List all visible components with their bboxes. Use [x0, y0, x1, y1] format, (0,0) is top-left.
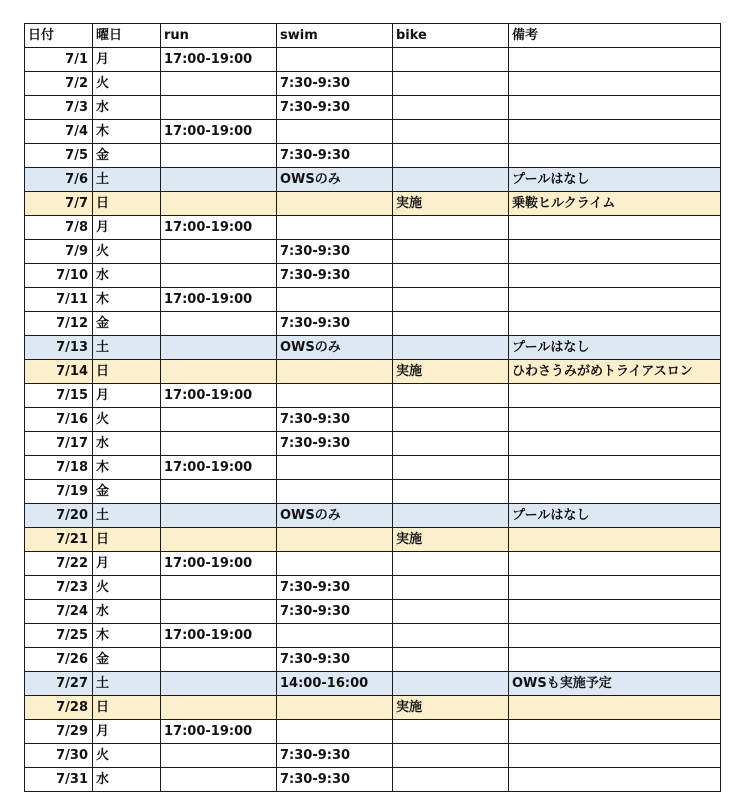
- cell-date[interactable]: 7/31: [25, 768, 93, 792]
- cell-note[interactable]: [509, 480, 721, 504]
- cell-run[interactable]: [161, 360, 277, 384]
- cell-note[interactable]: [509, 384, 721, 408]
- cell-run[interactable]: [161, 144, 277, 168]
- header-row: [25, 24, 721, 48]
- cell-swim[interactable]: [277, 528, 393, 552]
- cell-note[interactable]: [509, 288, 721, 312]
- cell-day[interactable]: 土: [93, 504, 161, 528]
- table-row: [25, 504, 721, 528]
- cell-swim[interactable]: [277, 384, 393, 408]
- cell-note[interactable]: プールはなし: [509, 504, 721, 528]
- cell-note[interactable]: プールはなし: [509, 168, 721, 192]
- cell-swim[interactable]: 7:30-9:30: [277, 576, 393, 600]
- cell-bike[interactable]: [393, 456, 509, 480]
- cell-date[interactable]: 7/14: [25, 360, 93, 384]
- cell-date[interactable]: 7/18: [25, 456, 93, 480]
- table-row: [25, 144, 721, 168]
- table-row: [25, 720, 721, 744]
- table-row: [25, 600, 721, 624]
- table-row: [25, 552, 721, 576]
- cell-swim[interactable]: 7:30-9:30: [277, 600, 393, 624]
- table-row: [25, 360, 721, 384]
- cell-bike[interactable]: [393, 624, 509, 648]
- cell-date[interactable]: 7/21: [25, 528, 93, 552]
- cell-bike[interactable]: [393, 720, 509, 744]
- cell-swim[interactable]: 7:30-9:30: [277, 768, 393, 792]
- cell-run[interactable]: [161, 744, 277, 768]
- cell-swim[interactable]: 7:30-9:30: [277, 648, 393, 672]
- cell-date[interactable]: 7/4: [25, 120, 93, 144]
- cell-date[interactable]: 7/29: [25, 720, 93, 744]
- table-row: [25, 168, 721, 192]
- cell-note[interactable]: [509, 720, 721, 744]
- cell-run[interactable]: [161, 240, 277, 264]
- cell-note[interactable]: [509, 576, 721, 600]
- cell-run[interactable]: 17:00-19:00: [161, 120, 277, 144]
- cell-date[interactable]: 7/9: [25, 240, 93, 264]
- cell-swim[interactable]: 7:30-9:30: [277, 312, 393, 336]
- cell-day[interactable]: 土: [93, 336, 161, 360]
- cell-swim[interactable]: 14:00-16:00: [277, 672, 393, 696]
- cell-date[interactable]: 7/20: [25, 504, 93, 528]
- cell-day[interactable]: 金: [93, 648, 161, 672]
- cell-note[interactable]: [509, 264, 721, 288]
- cell-run[interactable]: 17:00-19:00: [161, 384, 277, 408]
- cell-note[interactable]: [509, 48, 721, 72]
- table-row: [25, 48, 721, 72]
- cell-run[interactable]: [161, 504, 277, 528]
- cell-bike[interactable]: [393, 408, 509, 432]
- cell-note[interactable]: [509, 216, 721, 240]
- cell-bike[interactable]: [393, 480, 509, 504]
- cell-run[interactable]: [161, 168, 277, 192]
- table-row: [25, 408, 721, 432]
- cell-day[interactable]: 火: [93, 240, 161, 264]
- header-date[interactable]: 日付: [25, 24, 93, 48]
- cell-date[interactable]: 7/22: [25, 552, 93, 576]
- cell-swim[interactable]: OWSのみ: [277, 336, 393, 360]
- cell-swim[interactable]: OWSのみ: [277, 168, 393, 192]
- cell-bike[interactable]: [393, 240, 509, 264]
- cell-date[interactable]: 7/28: [25, 696, 93, 720]
- cell-run[interactable]: 17:00-19:00: [161, 552, 277, 576]
- table-row: [25, 648, 721, 672]
- table-row: [25, 672, 721, 696]
- cell-day[interactable]: 金: [93, 480, 161, 504]
- cell-note[interactable]: [509, 72, 721, 96]
- cell-run[interactable]: [161, 264, 277, 288]
- cell-note[interactable]: [509, 240, 721, 264]
- cell-date[interactable]: 7/1: [25, 48, 93, 72]
- table-row: [25, 696, 721, 720]
- cell-date[interactable]: 7/24: [25, 600, 93, 624]
- cell-run[interactable]: [161, 432, 277, 456]
- cell-note[interactable]: [509, 768, 721, 792]
- cell-day[interactable]: 金: [93, 144, 161, 168]
- cell-bike[interactable]: [393, 144, 509, 168]
- cell-date[interactable]: 7/2: [25, 72, 93, 96]
- cell-date[interactable]: 7/8: [25, 216, 93, 240]
- cell-swim[interactable]: [277, 552, 393, 576]
- cell-swim[interactable]: [277, 456, 393, 480]
- cell-note[interactable]: [509, 552, 721, 576]
- cell-date[interactable]: 7/3: [25, 96, 93, 120]
- cell-bike[interactable]: [393, 384, 509, 408]
- cell-day[interactable]: 木: [93, 288, 161, 312]
- cell-note[interactable]: [509, 96, 721, 120]
- cell-day[interactable]: 火: [93, 72, 161, 96]
- cell-swim[interactable]: [277, 120, 393, 144]
- cell-note[interactable]: OWSも実施予定: [509, 672, 721, 696]
- table-row: [25, 312, 721, 336]
- cell-note[interactable]: [509, 648, 721, 672]
- table-row: [25, 264, 721, 288]
- cell-swim[interactable]: 7:30-9:30: [277, 264, 393, 288]
- cell-day[interactable]: 月: [93, 384, 161, 408]
- table-row: [25, 192, 721, 216]
- cell-date[interactable]: 7/26: [25, 648, 93, 672]
- table-row: [25, 744, 721, 768]
- cell-swim[interactable]: 7:30-9:30: [277, 744, 393, 768]
- cell-run[interactable]: [161, 336, 277, 360]
- cell-run[interactable]: [161, 696, 277, 720]
- cell-swim[interactable]: [277, 48, 393, 72]
- cell-day[interactable]: 月: [93, 216, 161, 240]
- cell-day[interactable]: 水: [93, 600, 161, 624]
- cell-bike[interactable]: [393, 120, 509, 144]
- cell-bike[interactable]: [393, 552, 509, 576]
- cell-swim[interactable]: [277, 288, 393, 312]
- cell-run[interactable]: 17:00-19:00: [161, 216, 277, 240]
- cell-bike[interactable]: [393, 744, 509, 768]
- cell-note[interactable]: [509, 744, 721, 768]
- cell-date[interactable]: 7/27: [25, 672, 93, 696]
- schedule-table: [24, 23, 721, 792]
- cell-run[interactable]: 17:00-19:00: [161, 456, 277, 480]
- cell-note[interactable]: [509, 432, 721, 456]
- cell-bike[interactable]: 実施: [393, 528, 509, 552]
- cell-run[interactable]: [161, 576, 277, 600]
- cell-note[interactable]: 乗鞍ヒルクライム: [509, 192, 721, 216]
- cell-bike[interactable]: [393, 336, 509, 360]
- cell-note[interactable]: ひわさうみがめトライアスロン: [509, 360, 721, 384]
- cell-run[interactable]: [161, 96, 277, 120]
- cell-run[interactable]: [161, 600, 277, 624]
- table-row: [25, 72, 721, 96]
- cell-swim[interactable]: 7:30-9:30: [277, 72, 393, 96]
- cell-date[interactable]: 7/23: [25, 576, 93, 600]
- cell-bike[interactable]: [393, 168, 509, 192]
- cell-note[interactable]: [509, 696, 721, 720]
- cell-swim[interactable]: 7:30-9:30: [277, 96, 393, 120]
- cell-note[interactable]: [509, 600, 721, 624]
- cell-day[interactable]: 金: [93, 312, 161, 336]
- table-row: [25, 288, 721, 312]
- cell-bike[interactable]: [393, 768, 509, 792]
- cell-swim[interactable]: OWSのみ: [277, 504, 393, 528]
- cell-date[interactable]: 7/17: [25, 432, 93, 456]
- cell-bike[interactable]: [393, 648, 509, 672]
- cell-bike[interactable]: [393, 288, 509, 312]
- cell-day[interactable]: 水: [93, 264, 161, 288]
- cell-date[interactable]: 7/6: [25, 168, 93, 192]
- cell-run[interactable]: [161, 672, 277, 696]
- cell-bike[interactable]: [393, 48, 509, 72]
- cell-bike[interactable]: [393, 504, 509, 528]
- cell-date[interactable]: 7/10: [25, 264, 93, 288]
- cell-day[interactable]: 日: [93, 696, 161, 720]
- cell-note[interactable]: [509, 408, 721, 432]
- cell-day[interactable]: 日: [93, 528, 161, 552]
- cell-date[interactable]: 7/15: [25, 384, 93, 408]
- cell-day[interactable]: 水: [93, 768, 161, 792]
- cell-bike[interactable]: [393, 312, 509, 336]
- cell-date[interactable]: 7/30: [25, 744, 93, 768]
- cell-run[interactable]: 17:00-19:00: [161, 720, 277, 744]
- cell-bike[interactable]: [393, 96, 509, 120]
- cell-swim[interactable]: [277, 192, 393, 216]
- cell-bike[interactable]: 実施: [393, 360, 509, 384]
- table-row: [25, 336, 721, 360]
- table-row: [25, 120, 721, 144]
- table-row: [25, 528, 721, 552]
- cell-note[interactable]: [509, 312, 721, 336]
- cell-day[interactable]: 水: [93, 432, 161, 456]
- cell-day[interactable]: 火: [93, 576, 161, 600]
- cell-date[interactable]: 7/25: [25, 624, 93, 648]
- cell-run[interactable]: [161, 528, 277, 552]
- cell-swim[interactable]: [277, 480, 393, 504]
- table-row: [25, 624, 721, 648]
- table-row: [25, 96, 721, 120]
- table-row: [25, 456, 721, 480]
- cell-run[interactable]: [161, 72, 277, 96]
- header-bike[interactable]: bike: [393, 24, 509, 48]
- cell-day[interactable]: 日: [93, 360, 161, 384]
- cell-bike[interactable]: [393, 264, 509, 288]
- table-row: [25, 384, 721, 408]
- cell-note[interactable]: プールはなし: [509, 336, 721, 360]
- cell-date[interactable]: 7/13: [25, 336, 93, 360]
- cell-run[interactable]: [161, 312, 277, 336]
- cell-note[interactable]: [509, 120, 721, 144]
- cell-swim[interactable]: 7:30-9:30: [277, 240, 393, 264]
- cell-date[interactable]: 7/16: [25, 408, 93, 432]
- cell-bike[interactable]: [393, 576, 509, 600]
- cell-note[interactable]: [509, 624, 721, 648]
- cell-note[interactable]: [509, 528, 721, 552]
- cell-day[interactable]: 土: [93, 168, 161, 192]
- cell-run[interactable]: [161, 768, 277, 792]
- cell-run[interactable]: [161, 648, 277, 672]
- cell-date[interactable]: 7/12: [25, 312, 93, 336]
- cell-day[interactable]: 月: [93, 552, 161, 576]
- cell-date[interactable]: 7/11: [25, 288, 93, 312]
- cell-swim[interactable]: [277, 360, 393, 384]
- header-run[interactable]: run: [161, 24, 277, 48]
- cell-run[interactable]: 17:00-19:00: [161, 288, 277, 312]
- cell-day[interactable]: 月: [93, 48, 161, 72]
- cell-day[interactable]: 木: [93, 624, 161, 648]
- cell-date[interactable]: 7/5: [25, 144, 93, 168]
- table-row: [25, 576, 721, 600]
- table-row: [25, 480, 721, 504]
- cell-day[interactable]: 火: [93, 408, 161, 432]
- cell-swim[interactable]: [277, 696, 393, 720]
- schedule-body: [25, 48, 721, 792]
- cell-note[interactable]: [509, 144, 721, 168]
- cell-swim[interactable]: 7:30-9:30: [277, 432, 393, 456]
- cell-run[interactable]: [161, 480, 277, 504]
- cell-day[interactable]: 火: [93, 744, 161, 768]
- table-row: [25, 432, 721, 456]
- cell-note[interactable]: [509, 456, 721, 480]
- cell-swim[interactable]: [277, 720, 393, 744]
- header-swim[interactable]: swim: [277, 24, 393, 48]
- table-row: [25, 240, 721, 264]
- cell-bike[interactable]: 実施: [393, 696, 509, 720]
- cell-bike[interactable]: [393, 672, 509, 696]
- cell-run[interactable]: [161, 192, 277, 216]
- cell-run[interactable]: 17:00-19:00: [161, 624, 277, 648]
- cell-bike[interactable]: 実施: [393, 192, 509, 216]
- header-day[interactable]: 曜日: [93, 24, 161, 48]
- table-row: [25, 768, 721, 792]
- cell-day[interactable]: 木: [93, 120, 161, 144]
- cell-swim[interactable]: [277, 216, 393, 240]
- cell-swim[interactable]: [277, 624, 393, 648]
- schedule-sheet: [24, 23, 721, 792]
- cell-day[interactable]: 日: [93, 192, 161, 216]
- cell-date[interactable]: 7/19: [25, 480, 93, 504]
- cell-day[interactable]: 土: [93, 672, 161, 696]
- cell-run[interactable]: [161, 408, 277, 432]
- cell-swim[interactable]: 7:30-9:30: [277, 144, 393, 168]
- cell-bike[interactable]: [393, 216, 509, 240]
- cell-bike[interactable]: [393, 72, 509, 96]
- cell-bike[interactable]: [393, 432, 509, 456]
- cell-day[interactable]: 水: [93, 96, 161, 120]
- cell-date[interactable]: 7/7: [25, 192, 93, 216]
- header-note[interactable]: 備考: [509, 24, 721, 48]
- cell-run[interactable]: 17:00-19:00: [161, 48, 277, 72]
- cell-swim[interactable]: 7:30-9:30: [277, 408, 393, 432]
- cell-bike[interactable]: [393, 600, 509, 624]
- cell-day[interactable]: 木: [93, 456, 161, 480]
- table-row: [25, 216, 721, 240]
- cell-day[interactable]: 月: [93, 720, 161, 744]
